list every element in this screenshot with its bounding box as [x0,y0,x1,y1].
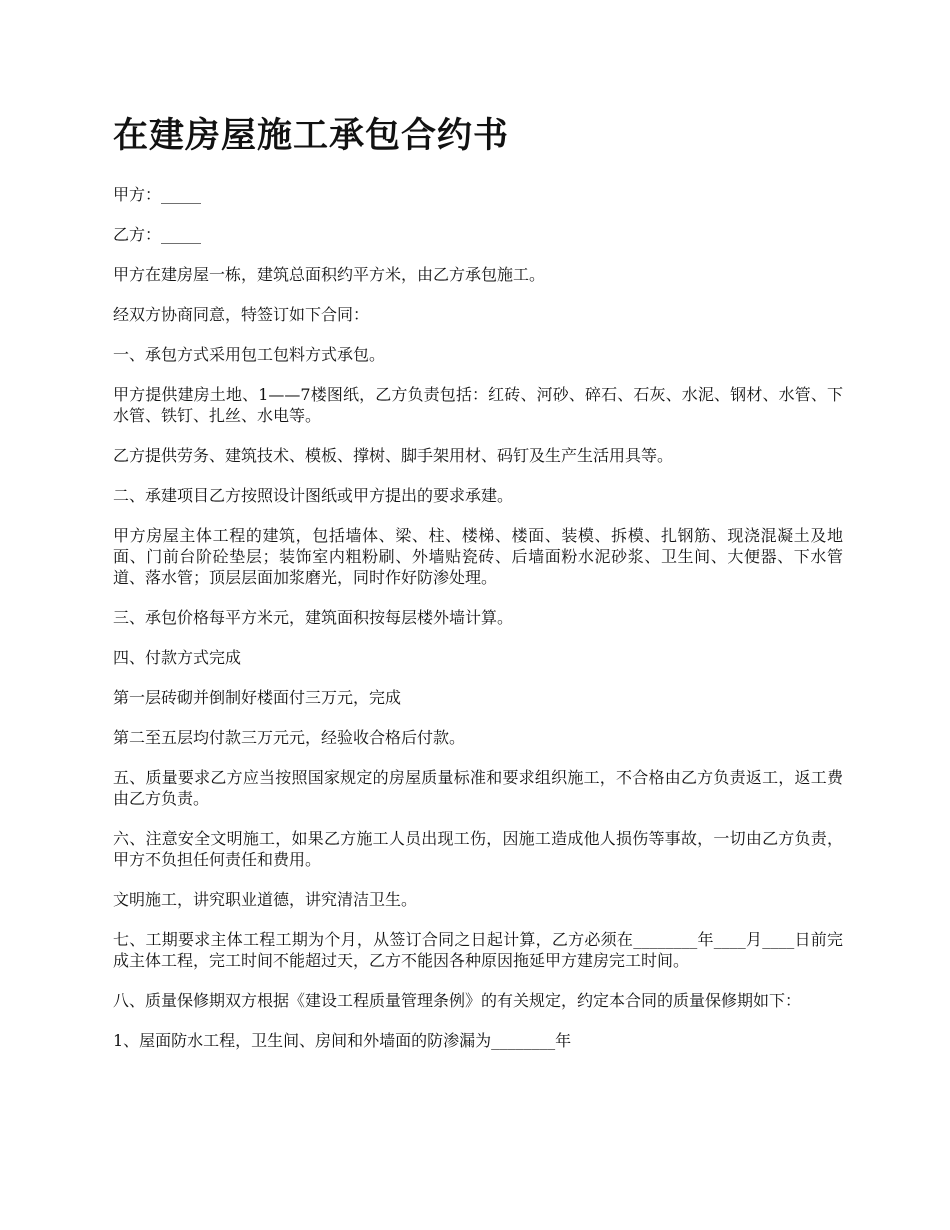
intro-paragraph: 甲方在建房屋一栋，建筑总面积约平方米，由乙方承包施工。 [113,265,546,284]
page-title: 在建房屋施工承包合约书 [113,116,510,156]
clause-2-heading: 二、承建项目乙方按照设计图纸或甲方提出的要求承建。 [113,486,514,505]
clause-4-first-floor: 第一层砖砌并倒制好楼面付三万元，完成 [113,688,402,707]
clause-1-labor: 乙方提供劳务、建筑技术、模板、撑树、脚手架用材、码钉及生产生活用具等。 [113,446,674,465]
clause-5-quality: 五、质量要求乙方应当按照国家规定的房屋质量标准和要求组织施工，不合格由乙方负责返工，返工费由乙方负责。 [113,768,843,808]
clause-7-schedule: 七、工期要求主体工程工期为个月，从签订合同之日起计算，乙方必须在________年____月____日前完成主体工程，完工时间不能超过天，乙方不能因各种原因拖延甲方建房完工时间。 [113,930,843,970]
agreement-paragraph: 经双方协商同意，特签订如下合同： [113,305,370,324]
clause-2-scope: 甲方房屋主体工程的建筑，包括墙体、梁、柱、楼梯、楼面、装模、拆模、扎钢筋、现浇混凝土及地面、门前台阶砼垫层；装饰室内粗粉刷、外墙贴瓷砖、后墙面粉水泥砂浆、卫生间、大便器、下水管道、落水管；顶层层面加浆磨光，同时作好防渗处理。 [113,526,843,587]
party-b-line: 乙方：_____ [113,225,202,244]
clause-3-price: 三、承包价格每平方米元，建筑面积按每层楼外墙计算。 [113,608,514,627]
warranty-item-1: 1、屋面防水工程，卫生间、房间和外墙面的防渗漏为________年 [113,1031,572,1050]
party-a-line: 甲方：_____ [113,185,202,204]
civilized-construction: 文明施工，讲究职业道德，讲究清洁卫生。 [113,890,418,909]
document-page [113,112,843,1070]
clause-6-safety: 六、注意安全文明施工，如果乙方施工人员出现工伤，因施工造成他人损伤等事故，一切由乙方负责，甲方不负担任何责任和费用。 [113,829,843,869]
clause-4-floors-2-5: 第二至五层均付款三万元元，经验收合格后付款。 [113,728,466,747]
clause-4-heading: 四、付款方式完成 [113,648,242,667]
clause-8-warranty: 八、质量保修期双方根据《建设工程质量管理条例》的有关规定，约定本合同的质量保修期如下： [113,991,802,1010]
clause-1-materials: 甲方提供建房土地、1——7楼图纸，乙方负责包括：红砖、河砂、碎石、石灰、水泥、钢材、水管、下水管、铁钉、扎丝、水电等。 [113,385,843,425]
clause-1-heading: 一、承包方式采用包工包料方式承包。 [113,345,386,364]
